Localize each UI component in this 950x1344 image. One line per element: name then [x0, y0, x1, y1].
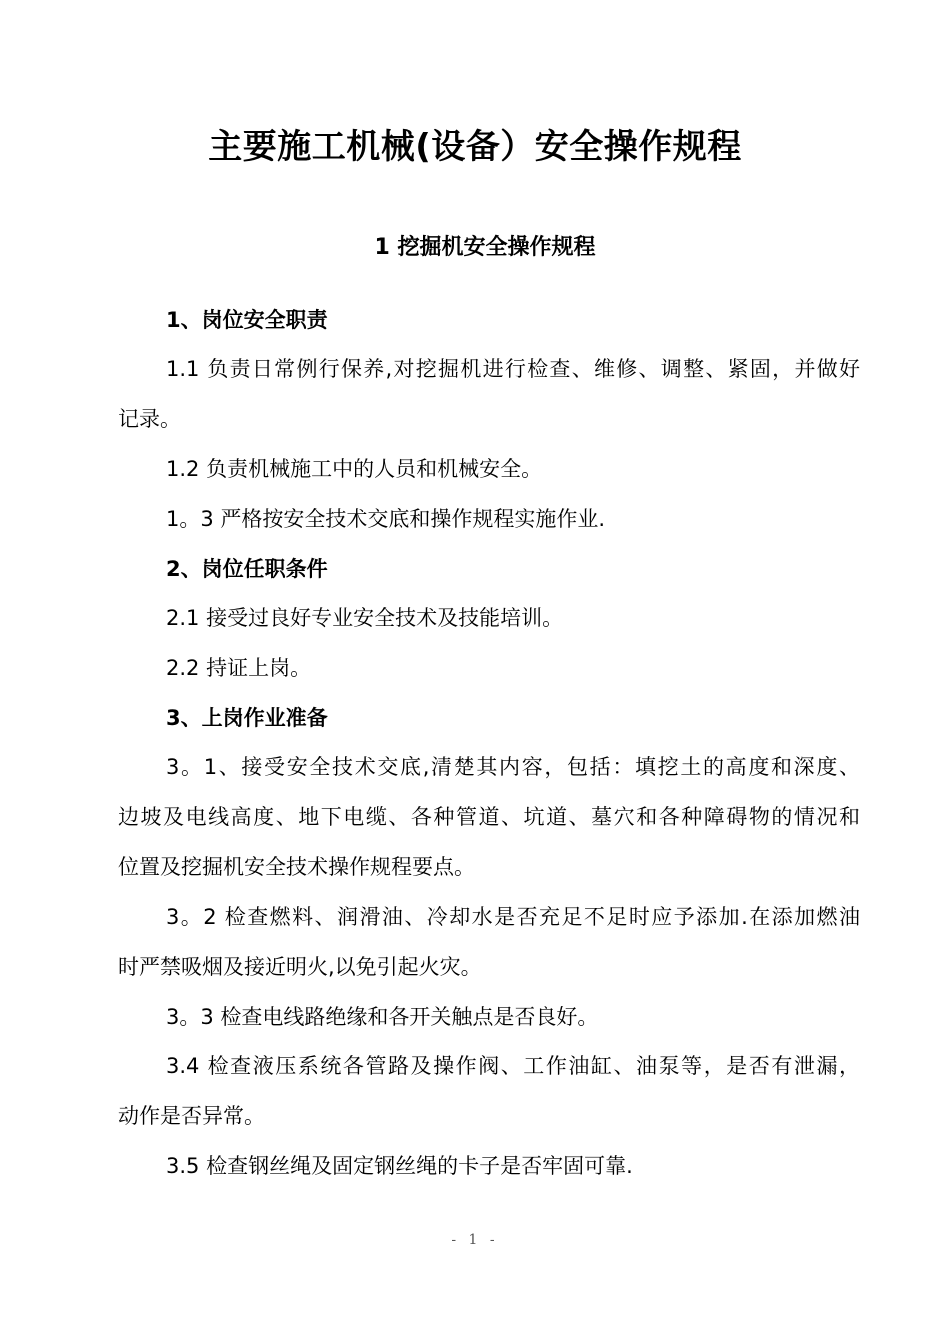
document-title: 主要施工机械(设备）安全操作规程 — [208, 127, 742, 167]
heading-job-qualifications: 2、岗位任职条件 — [166, 557, 328, 581]
paragraph-3-4-line-1: 3.4 检查液压系统各管路及操作阀、工作油缸、油泵等，是否有泄漏， — [166, 1054, 860, 1078]
paragraph-2-1: 2.1 接受过良好专业安全技术及技能培训。 — [166, 606, 564, 630]
paragraph-1-1-line-2: 记录。 — [118, 407, 181, 431]
paragraph-2-2: 2.2 持证上岗。 — [166, 656, 312, 680]
paragraph-3-3: 3。3 检查电线路绝缘和各开关触点是否良好。 — [166, 1005, 599, 1029]
paragraph-3-1-line-3: 位置及挖掘机安全技术操作规程要点。 — [118, 855, 475, 879]
paragraph-3-5: 3.5 检查钢丝绳及固定钢丝绳的卡子是否牢固可靠. — [166, 1154, 633, 1178]
paragraph-3-1-line-1: 3。1、接受安全技术交底,清楚其内容，包括：填挖土的高度和深度、 — [166, 755, 860, 779]
section-title-excavator: 1 挖掘机安全操作规程 — [374, 235, 596, 260]
paragraph-1-2: 1.2 负责机械施工中的人员和机械安全。 — [166, 457, 543, 481]
paragraph-3-1-line-2: 边坡及电线高度、地下电缆、各种管道、坑道、墓穴和各种障碍物的情况和 — [118, 805, 860, 829]
paragraph-3-2-line-2: 时严禁吸烟及接近明火,以免引起火灾。 — [118, 955, 482, 979]
heading-work-preparation: 3、上岗作业准备 — [166, 706, 328, 730]
page-number: - 1 - — [451, 1232, 499, 1248]
paragraph-3-2-line-1: 3。2 检查燃料、润滑油、冷却水是否充足不足时应予添加.在添加燃油 — [166, 905, 860, 929]
heading-job-safety-duties: 1、岗位安全职责 — [166, 308, 328, 332]
paragraph-1-1-line-1: 1.1 负责日常例行保养,对挖掘机进行检查、维修、调整、紧固，并做好 — [166, 357, 860, 381]
paragraph-1-3: 1。3 严格按安全技术交底和操作规程实施作业. — [166, 507, 606, 531]
paragraph-3-4-line-2: 动作是否异常。 — [118, 1104, 265, 1128]
